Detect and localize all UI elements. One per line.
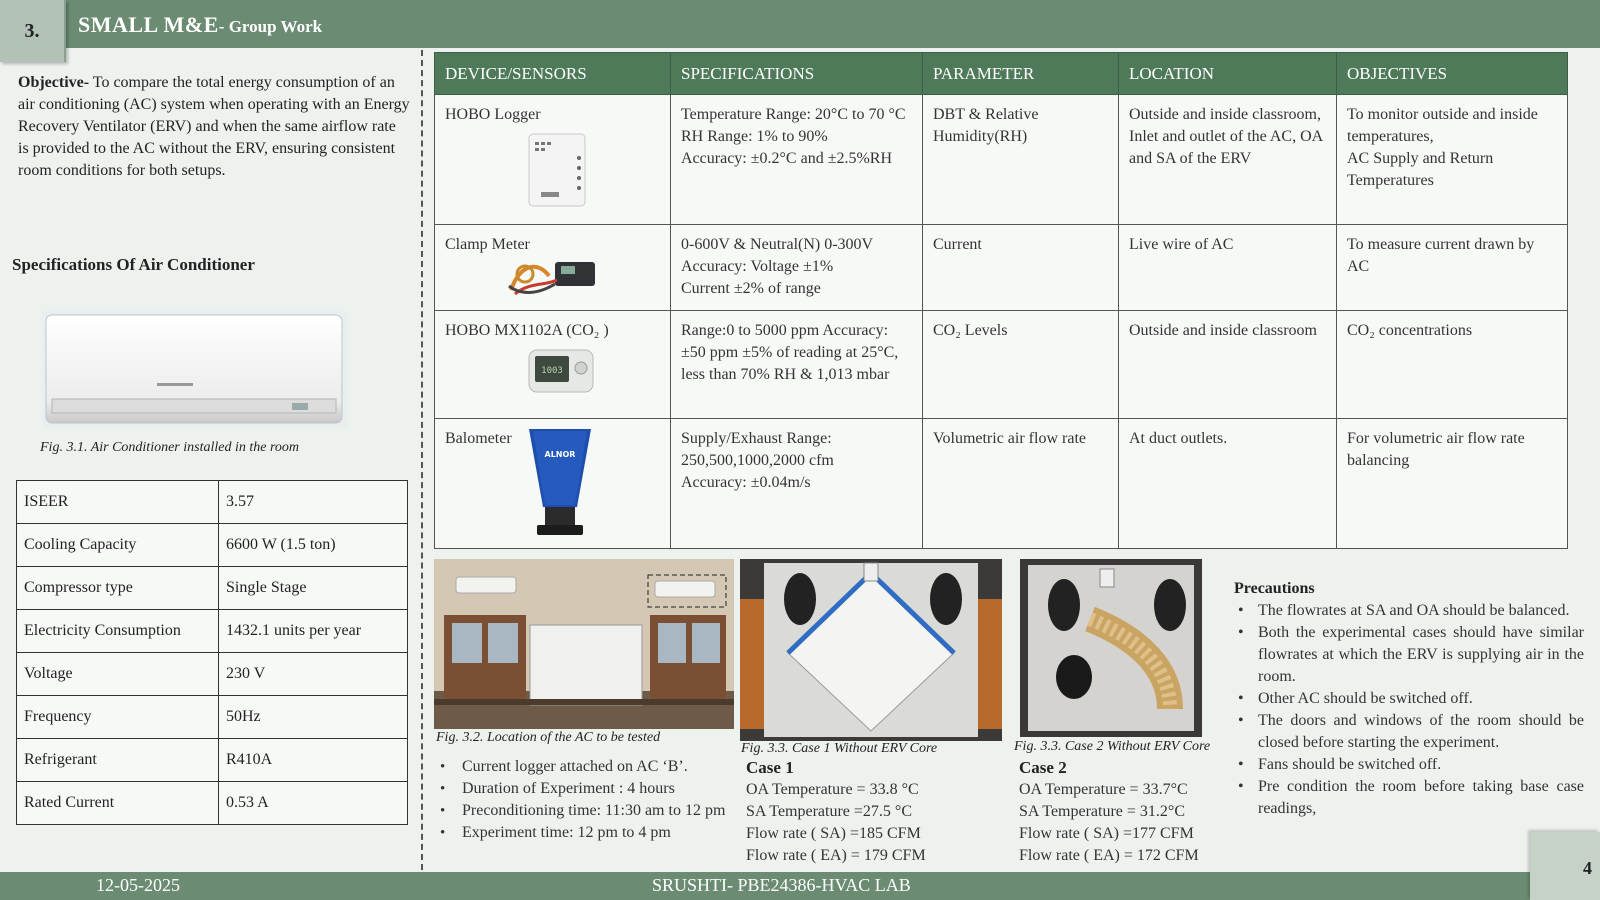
precautions-block — [1234, 580, 1584, 820]
table-row — [17, 524, 408, 567]
device-sensor-table — [434, 52, 1568, 549]
spec-label: Refrigerant — [17, 739, 219, 782]
spec-value: Single Stage — [219, 567, 408, 610]
parameter-cell: Volumetric air flow rate — [923, 419, 1119, 549]
case1-flow-sa: Flow rate ( SA) =185 CFM — [746, 825, 921, 842]
location-cell: Outside and inside classroom — [1119, 311, 1337, 419]
fig-3-2-caption: Fig. 3.2. Location of the AC to be tested — [436, 730, 661, 745]
spec-cell: Supply/Exhaust Range: 250,500,1000,2000 cfm Accuracy: ±0.04m/s — [671, 419, 923, 549]
table-row — [17, 653, 408, 696]
spec-value: 3.57 — [219, 481, 408, 524]
col-header-location: LOCATION — [1119, 53, 1337, 95]
objective-cell: CO₂ concentrations — [1337, 311, 1568, 419]
list-item: • The flowrates at SA and OA should be balanced. — [1234, 600, 1584, 622]
objective-label: Objective- — [18, 74, 90, 91]
list-item: • Other AC should be switched off. — [1234, 688, 1584, 710]
fig-3-3-case1-caption: Fig. 3.3. Case 1 Without ERV Core — [741, 741, 938, 756]
ac-spec-table — [16, 480, 408, 825]
experiment-notes-list — [436, 756, 728, 844]
spec-value: 230 V — [219, 653, 408, 696]
co2-logger-image — [527, 346, 595, 396]
section-number: 3. — [0, 0, 66, 62]
spec-label: Cooling Capacity — [17, 524, 219, 567]
clamp-meter-image — [505, 256, 599, 298]
list-item: • Experiment time: 12 pm to 4 pm — [436, 822, 728, 844]
list-item: • Duration of Experiment : 4 hours — [436, 778, 728, 800]
location-cell: Outside and inside classroom, Inlet and outlet of the AC, OA and SA of the ERV — [1119, 95, 1337, 225]
objective-cell: To monitor outside and inside temperatures, AC Supply and Return Temperatures — [1337, 95, 1568, 225]
list-item: • The doors and windows of the room should be closed before starting the experiment. — [1234, 710, 1584, 754]
device-cell — [435, 225, 671, 311]
objective-text: To compare the total energy consumption of an air conditioning (AC) system when operating with an Energy Recovery Ventilator (ERV) and when the same airflow rate is provided to the AC without the ERV, ensuring consistent room conditions for both setups. — [18, 74, 410, 179]
case2-flow-sa: Flow rate ( SA) =177 CFM — [1019, 825, 1194, 842]
case1-title: Case 1 — [746, 758, 794, 777]
co2-logger-screen-value: 1003 — [541, 366, 563, 376]
page-number-box — [1530, 832, 1600, 900]
device-name: HOBO MX1102A (CO₂ ) — [445, 322, 609, 339]
table-row — [435, 95, 1568, 225]
spec-cell: Temperature Range: 20°C to 70 °C RH Range: 1% to 90% Accuracy: ±0.2°C and ±2.5%RH — [671, 95, 923, 225]
objective-paragraph — [18, 72, 410, 182]
parameter-cell: DBT & Relative Humidity(RH) — [923, 95, 1119, 225]
table-row — [17, 481, 408, 524]
table-row — [17, 567, 408, 610]
table-row — [17, 610, 408, 653]
case2-block — [1019, 757, 1199, 867]
page-number: 4 — [1583, 858, 1592, 878]
table-row — [17, 696, 408, 739]
location-cell: Live wire of AC — [1119, 225, 1337, 311]
table-row — [17, 782, 408, 825]
slide-title-sub: - Group Work — [218, 17, 323, 36]
location-cell: At duct outlets. — [1119, 419, 1337, 549]
slide-title-main: SMALL M&E — [78, 12, 219, 37]
case2-title: Case 2 — [1019, 758, 1067, 777]
footer-title: SRUSHTI- PBE24386-HVAC LAB — [652, 875, 911, 895]
case2-sa-temp: SA Temperature = 31.2°C — [1019, 803, 1185, 820]
parameter-cell: Current — [923, 225, 1119, 311]
col-header-specifications: SPECIFICATIONS — [671, 53, 923, 95]
spec-label: ISEER — [17, 481, 219, 524]
spec-value: 0.53 A — [219, 782, 408, 825]
table-row — [435, 311, 1568, 419]
spec-value: 1432.1 units per year — [219, 610, 408, 653]
spec-cell: Range:0 to 5000 ppm Accuracy: ±50 ppm ±5% of reading at 25°C, less than 70% RH & 1,013 mbar — [671, 311, 923, 419]
spec-label: Rated Current — [17, 782, 219, 825]
hobo-logger-image — [527, 132, 587, 208]
case2-oa-temp: OA Temperature = 33.7°C — [1019, 781, 1188, 798]
device-cell — [435, 95, 671, 225]
table-row — [17, 739, 408, 782]
spec-label: Frequency — [17, 696, 219, 739]
device-name: HOBO Logger — [445, 106, 541, 123]
case1-sa-temp: SA Temperature =27.5 °C — [746, 803, 912, 820]
spec-label: Electricity Consumption — [17, 610, 219, 653]
air-conditioner-image — [42, 311, 348, 428]
dashed-divider — [421, 50, 423, 870]
erv-case1-photo — [740, 559, 1002, 741]
footer-bar — [0, 872, 1600, 900]
spec-value: R410A — [219, 739, 408, 782]
list-item: • Both the experimental cases should have similar flowrates at which the ERV is supplying air in the room. — [1234, 622, 1584, 688]
spec-label: Voltage — [17, 653, 219, 696]
device-name: Balometer — [445, 430, 512, 447]
list-item: • Current logger attached on AC ‘B’. — [436, 756, 728, 778]
device-cell — [435, 419, 671, 549]
spec-label: Compressor type — [17, 567, 219, 610]
classroom-photo — [434, 559, 734, 729]
balometer-brand-label: ALNOR — [544, 450, 576, 459]
col-header-device: DEVICE/SENSORS — [435, 53, 671, 95]
precautions-title: Precautions — [1234, 580, 1315, 597]
spec-value: 6600 W (1.5 ton) — [219, 524, 408, 567]
fig-3-1-caption: Fig. 3.1. Air Conditioner installed in the room — [40, 440, 299, 455]
ac-spec-heading: Specifications Of Air Conditioner — [12, 255, 255, 274]
device-name: Clamp Meter — [445, 236, 530, 253]
table-header-row — [435, 53, 1568, 95]
col-header-parameter: PARAMETER — [923, 53, 1119, 95]
table-row — [435, 225, 1568, 311]
spec-cell: 0-600V & Neutral(N) 0-300V Accuracy: Voltage ±1% Current ±2% of range — [671, 225, 923, 311]
balometer-image — [527, 427, 593, 539]
case2-flow-ea: Flow rate ( EA) = 172 CFM — [1019, 847, 1199, 864]
list-item: • Fans should be switched off. — [1234, 754, 1584, 776]
case1-block — [746, 757, 926, 867]
list-item: • Preconditioning time: 11:30 am to 12 pm — [436, 800, 728, 822]
device-cell — [435, 311, 671, 419]
case1-oa-temp: OA Temperature = 33.8 °C — [746, 781, 919, 798]
precautions-list — [1234, 600, 1584, 820]
footer-date: 12-05-2025 — [96, 875, 180, 895]
spec-value: 50Hz — [219, 696, 408, 739]
objective-cell: To measure current drawn by AC — [1337, 225, 1568, 311]
case1-flow-ea: Flow rate ( EA) = 179 CFM — [746, 847, 926, 864]
fig-3-3-case2-caption: Fig. 3.3. Case 2 Without ERV Core — [1014, 739, 1211, 754]
table-row — [435, 419, 1568, 549]
col-header-objectives: OBJECTIVES — [1337, 53, 1568, 95]
slide-title — [78, 12, 322, 38]
erv-case2-photo — [1020, 559, 1202, 737]
parameter-cell: CO₂ Levels — [923, 311, 1119, 419]
objective-cell: For volumetric air flow rate balancing — [1337, 419, 1568, 549]
list-item: • Pre condition the room before taking base case readings, — [1234, 776, 1584, 820]
